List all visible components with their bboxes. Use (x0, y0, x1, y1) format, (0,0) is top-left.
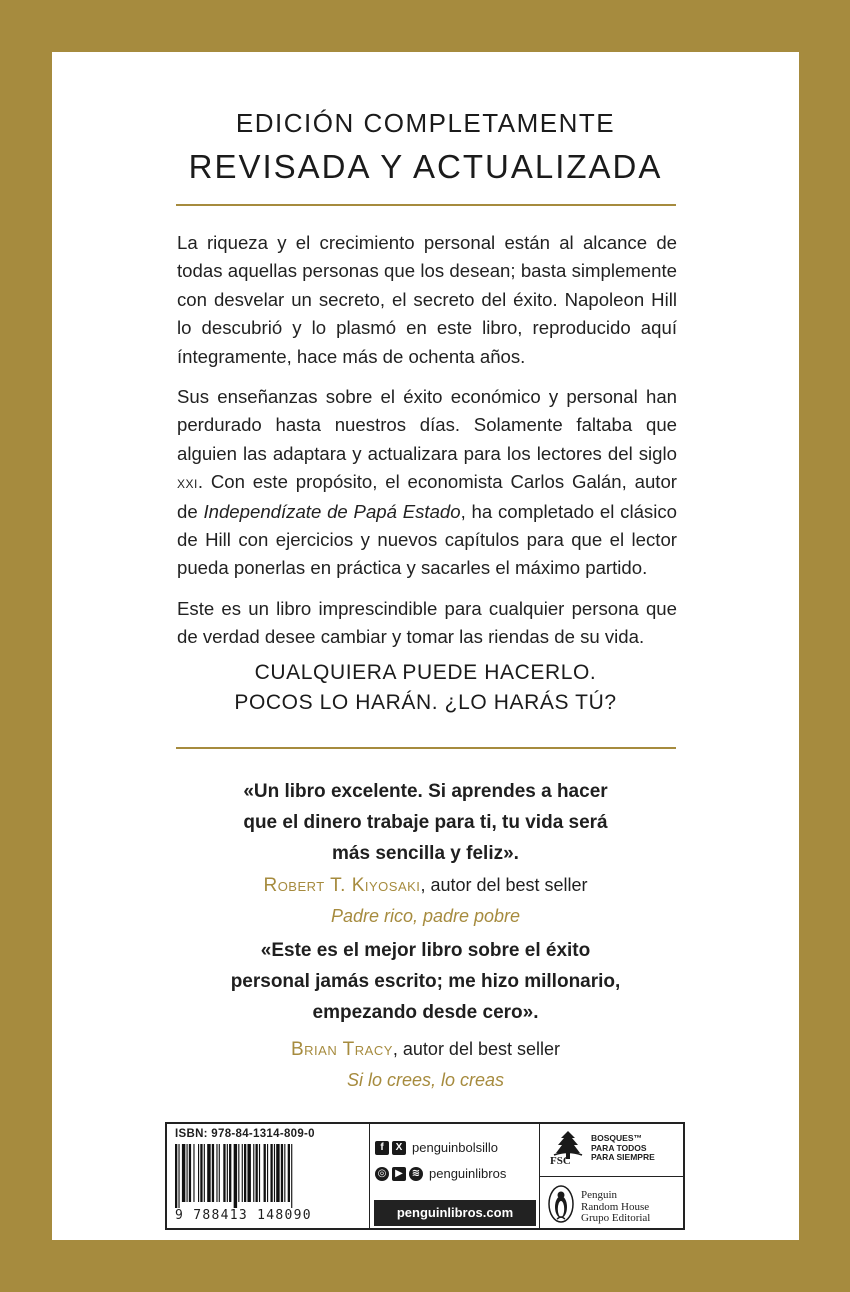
social-row-1[interactable]: f X penguinbolsillo (375, 1140, 498, 1155)
quote-1: «Un libro excelente. Si aprendes a hacer que el dinero trabaje para ti, tu vida será más sencilla y feliz». (243, 781, 608, 864)
synopsis-paragraph-3: Este es un libro imprescindible para cualquier persona que de verdad desee cambiar y tomar las riendas de su vida. (177, 597, 677, 648)
instagram-icon: ◎ (375, 1167, 389, 1181)
barcode-digits: 9 788413 148090 (175, 1208, 312, 1223)
publisher-name: Penguin Random House Grupo Editorial (581, 1189, 651, 1224)
synopsis-paragraph-2: Sus enseñanzas sobre el éxito económico y personal han perdurado hasta nuestros días. Solamente faltaba que alguien las adaptara y actualizara para los lectores del siglo xxi. Con este propósito, el economista Carlos Galán, autor de Independízate de Papá Estado, ha completado el clásico de Hill con ejercicios y nuevos capítulos para que el lector pueda ponerlas en práctica y sacarles el máximo partido. (177, 386, 677, 579)
barcode (173, 1144, 359, 1208)
quote-2: «Este es el mejor libro sobre el éxito personal jamás escrito; me hizo millonario, empezando desde cero». (230, 940, 621, 1023)
quote-1-author: Robert T. Kiyosaki (263, 875, 421, 896)
quote-1-attribution: Robert T. Kiyosaki, autor del best seller Padre rico, padre pobre (52, 870, 799, 931)
fsc-label: FSC (550, 1155, 571, 1167)
gold-divider-bottom (176, 747, 676, 749)
divider-1 (369, 1124, 370, 1228)
gold-divider-top (176, 204, 676, 206)
tagline-line-1: CUALQUIERA PUEDE HACERLO. (254, 661, 597, 684)
website-link[interactable]: penguinlibros.com (374, 1200, 536, 1226)
back-cover-panel (52, 52, 799, 1240)
quote-2-book: Si lo crees, lo creas (346, 1070, 505, 1090)
divider-3 (539, 1176, 683, 1177)
facebook-icon: f (375, 1141, 389, 1155)
x-icon: X (392, 1141, 406, 1155)
tagline (52, 658, 799, 718)
spotify-icon: ≋ (409, 1167, 423, 1181)
synopsis (177, 229, 677, 652)
heading-line-1: EDICIÓN COMPLETAMENTE (235, 108, 616, 138)
quote-2-attribution: Brian Tracy, autor del best seller Si lo crees, lo creas (52, 1034, 799, 1095)
social-row-2[interactable]: ◎ ▶ ≋ penguinlibros (375, 1166, 506, 1181)
isbn-text: ISBN: 978-84-1314-809-0 (175, 1128, 315, 1140)
heading-line-2: REVISADA Y ACTUALIZADA (188, 148, 663, 185)
quote-1-book: Padre rico, padre pobre (330, 906, 521, 926)
footer-box (165, 1122, 685, 1230)
quote-2-author: Brian Tracy (291, 1039, 393, 1060)
fsc-slogan: BOSQUES™ PARA TODOS PARA SIEMPRE (591, 1133, 655, 1162)
penguin-logo-icon (547, 1184, 575, 1224)
tagline-line-2: POCOS LO HARÁN. ¿LO HARÁS TÚ? (234, 691, 617, 714)
synopsis-paragraph-1: La riqueza y el crecimiento personal están al alcance de todas aquellas personas que los desean; basta simplemente con desvelar un secreto, el secreto del éxito. Napoleon Hill lo descubrió y lo plasmó en este libro, reproducido aquí íntegramente, hace más de ochenta años. (177, 232, 677, 367)
youtube-icon: ▶ (392, 1167, 406, 1181)
